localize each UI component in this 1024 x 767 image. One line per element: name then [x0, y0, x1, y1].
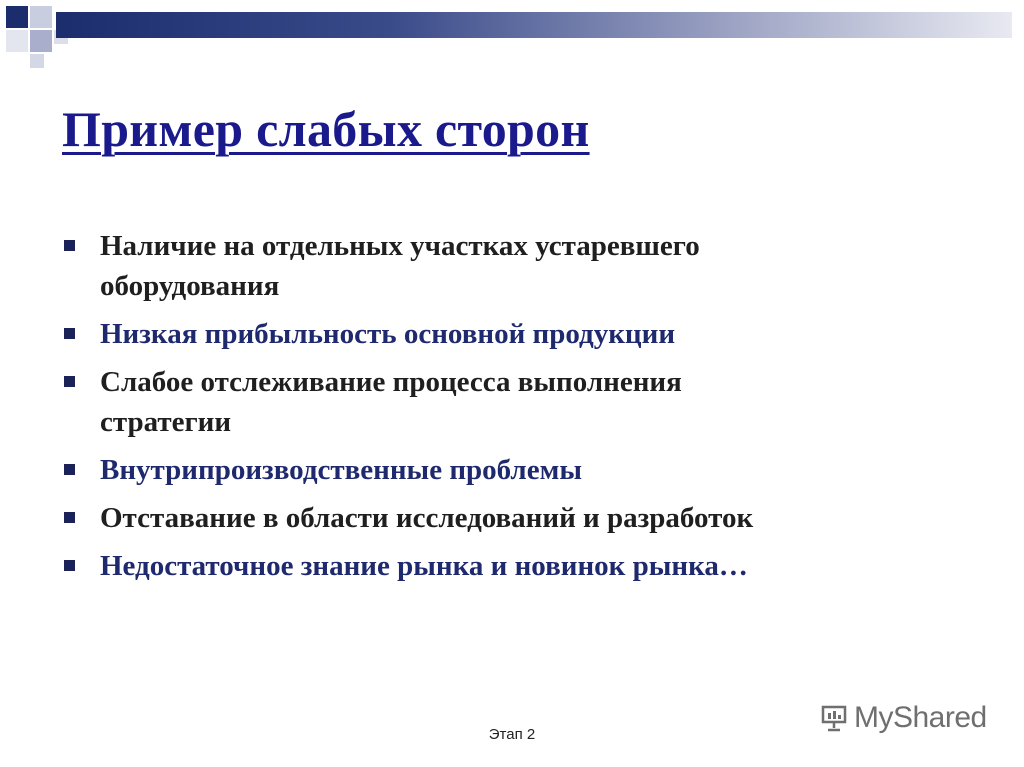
- bullet-item: [64, 314, 964, 354]
- bullet-item: [64, 226, 964, 306]
- bullet-list: [64, 226, 964, 594]
- bullet-text: Наличие на отдельных участках устаревшего: [100, 230, 700, 262]
- bullet-item: [64, 546, 964, 586]
- corner-square-2: [30, 6, 52, 28]
- square-bullet-icon: [64, 240, 75, 251]
- square-bullet-icon: [64, 464, 75, 475]
- bullet-item: [64, 362, 964, 442]
- bullet-text: Отставание в области исследований и разработок: [100, 502, 754, 534]
- slide-title: Пример слабых сторон: [62, 101, 590, 157]
- myshared-logo-text: MyShared: [854, 701, 987, 734]
- bullet-text: Слабое отслеживание процесса выполнения: [100, 366, 682, 398]
- bullet-text: Недостаточное знание рынка и новинок рынка…: [100, 550, 748, 582]
- corner-square-4: [6, 30, 28, 52]
- bullet-text: Низкая прибыльность основной продукции: [100, 318, 676, 350]
- bullet-text: Внутрипроизводственные проблемы: [100, 454, 582, 486]
- bullet-item: [64, 450, 964, 490]
- square-bullet-icon: [64, 376, 75, 387]
- corner-square-3: [30, 30, 52, 52]
- bullet-item: [64, 498, 964, 538]
- square-bullet-icon: [64, 512, 75, 523]
- top-gradient-bar: [56, 12, 1012, 38]
- corner-square-6: [30, 54, 44, 68]
- square-bullet-icon: [64, 560, 75, 571]
- bullet-text-continued: оборудования: [100, 270, 280, 302]
- square-bullet-icon: [64, 328, 75, 339]
- slide-footer: Этап 2: [488, 726, 536, 743]
- corner-square-1: [6, 6, 28, 28]
- bullet-text-continued: стратегии: [100, 406, 232, 438]
